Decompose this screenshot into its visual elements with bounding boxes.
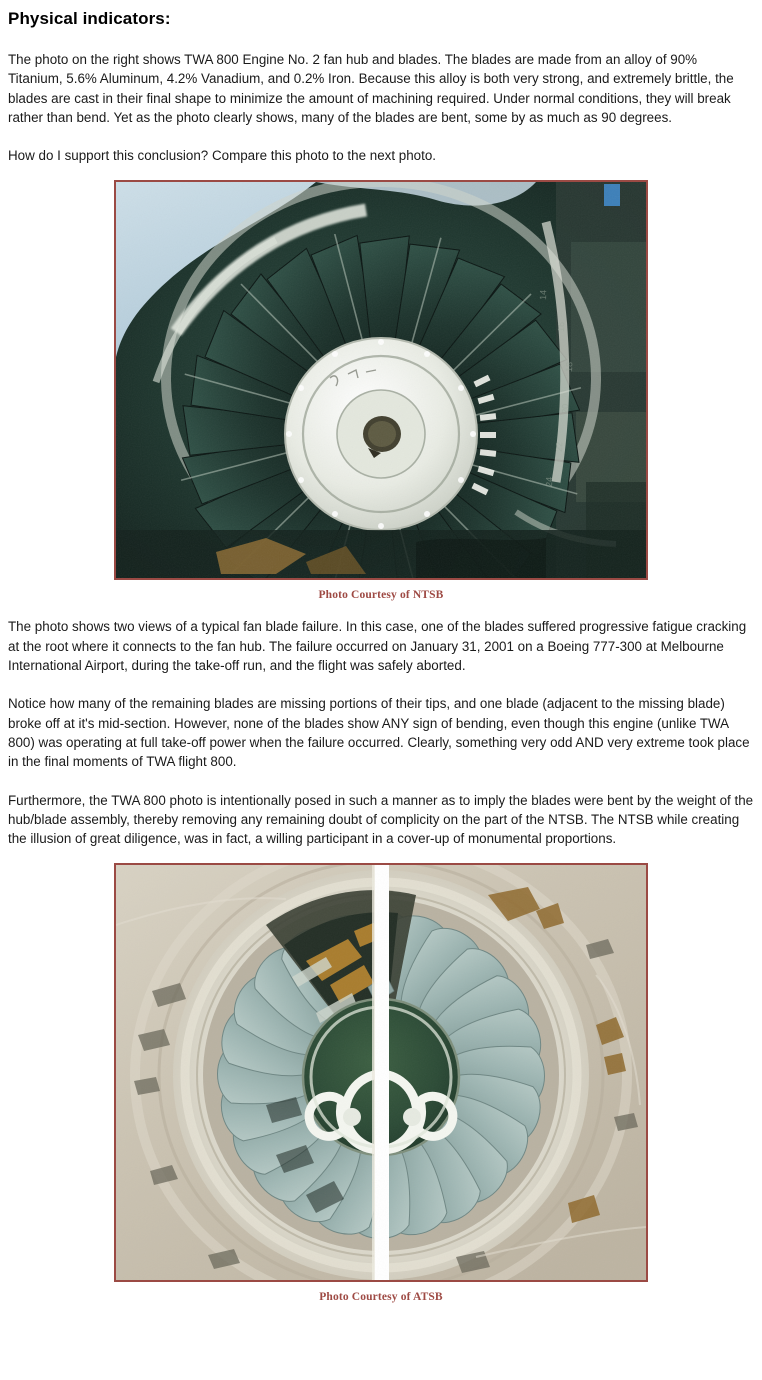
typical-fan-blade-failure-photo — [116, 865, 646, 1280]
figure-typical-fan-blade-failure — [8, 863, 754, 1304]
paragraph-fan-blade-failure: The photo shows two views of a typical fan blade failure. In this case, one of the blades suffered progressive fatigue cracking at the root where it connects to the fan hub. The failure occurred on January 31, 2001 on a Boeing 777-300 at Melbourne International Airport, during the take-off run, and the flight was safely aborted. — [8, 619, 747, 674]
figure-twa800-fan-hub — [8, 180, 754, 602]
spacer — [8, 772, 754, 791]
spacer — [8, 675, 754, 694]
twa800-fan-hub-photo — [116, 182, 646, 578]
paragraph-no-bending: Notice how many of the remaining blades are missing portions of their tips, and one blade (adjacent to the missing blade) broke off at it's mid-section. However, none of the blades show ANY sign of bending, even though this engine (unlike TWA 800) was operating at full take-off power when the failure occurred. Clearly, something very odd AND very extreme took place in the final moments of TWA flight 800. — [8, 696, 750, 770]
spacer — [8, 29, 754, 50]
spacer — [8, 848, 754, 863]
photo-caption-atsb: Photo Courtesy of ATSB — [319, 1291, 443, 1304]
paragraph-alloy-composition: The photo on the right shows TWA 800 Engine No. 2 fan hub and blades. The blades are made from an alloy of 90% Titanium, 5.6% Aluminum, 4.2% Vanadium, and 0.2% Iron. Because this alloy is both very strong, and extremely brittle, the blades are cast in their final shape to minimize the amount of machining required. Under normal conditions, they will break rather than bend. Yet as the photo clearly shows, many of the blades are bent, some by as much as 90 degrees. — [8, 52, 734, 125]
spacer — [8, 165, 754, 180]
paragraph-compare-photos: How do I support this conclusion? Compare this photo to the next photo. — [8, 148, 437, 164]
spacer — [8, 602, 754, 617]
page-title: Physical indicators: — [8, 9, 171, 28]
photo-frame-atsb — [114, 863, 648, 1282]
paragraph-ntsb-coverup: Furthermore, the TWA 800 photo is intentionally posed in such a manner as to imply the blades were bent by the weight of the hub/blade assembly, thereby removing any remaining doubt of complicity on the part of the NTSB. The NTSB while creating the illusion of great diligence, was in fact, a willing participant in a cover-up of monumental proportions. — [8, 792, 754, 847]
photo-frame-ntsb — [114, 180, 648, 580]
photo-caption-ntsb: Photo Courtesy of NTSB — [318, 589, 444, 602]
spacer — [8, 127, 754, 146]
